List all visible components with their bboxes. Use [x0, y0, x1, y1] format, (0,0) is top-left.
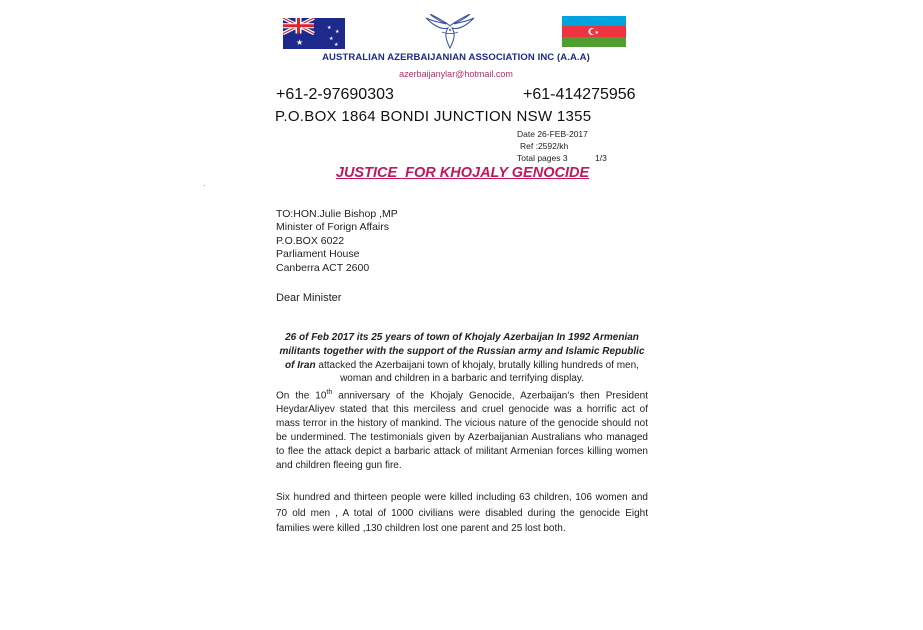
paragraph-one-body	[276, 386, 648, 472]
recipient-title: Minister of Forign Affairs	[276, 221, 390, 233]
recipient-name: TO:HON.Julie Bishop ,MP	[276, 208, 398, 220]
ordinal-suffix: th	[326, 389, 333, 397]
svg-text:★: ★	[329, 36, 334, 42]
paragraph-one	[276, 331, 648, 472]
svg-text:★: ★	[334, 42, 339, 48]
dove-icon	[420, 14, 480, 50]
letter-date: Date 26-FEB-2017	[517, 129, 588, 139]
svg-text:★: ★	[594, 30, 599, 37]
salutation: Dear Minister	[276, 292, 342, 304]
australia-flag	[283, 18, 345, 49]
recipient-city: Canberra ACT 2600	[276, 262, 370, 274]
svg-text:★: ★	[296, 38, 304, 47]
phone-number-primary: +61-2-97690303	[276, 86, 394, 103]
svg-text:★: ★	[327, 25, 332, 31]
svg-text:★: ★	[335, 29, 340, 35]
association-email: azerbaijanylar@hotmail.com	[399, 69, 513, 79]
paragraph-one-lead	[276, 331, 648, 386]
letter-headline: JUSTICE FOR KHOJALY GENOCIDE	[335, 165, 590, 181]
paragraph-two	[276, 490, 648, 537]
phone-number-mobile: +61-414275956	[523, 86, 636, 103]
scan-mark: ·	[203, 181, 206, 190]
association-name: AUSTRALIAN AZERBAIJANIAN ASSOCIATION INC (A.A.A)	[322, 52, 590, 63]
recipient-po-box: P.O.BOX 6022	[276, 235, 345, 247]
page-indicator: 1/3	[595, 153, 607, 163]
recipient-building: Parliament House	[276, 248, 360, 260]
azerbaijan-flag	[562, 16, 626, 47]
po-box-address: P.O.BOX 1864 BONDI JUNCTION NSW 1355	[275, 108, 592, 125]
paragraph-one-lead-bold: 26 of Feb 2017 its 25 years of town of Khojaly Azerbaijan In 1992 Armenian militants together with the support of the Russian army and Islamic Republic of Iran	[279, 332, 645, 371]
paragraph-one-body-rest: anniversary of the Khojaly Genocide, Azerbaijan's then President HeydarAliyev stated that this merciless and cruel genocide was a horrific act of mass terror in the history of mankind. The vicious nature of the genocide should not be undermined. The testimonials given by Azerbaijanian Australians who managed to flee the attack depict a barbaric attack of militant Armenian forces killing women and children fleeing gun fire.	[276, 390, 649, 471]
paragraph-one-lead-rest: attacked the Azerbaijani town of khojaly, brutally killing hundreds of men, woman and children in a barbaric and terrifying display.	[318, 359, 639, 385]
total-pages: Total pages 3	[517, 153, 568, 163]
paragraph-two-text: Six hundred and thirteen people were killed including 63 children, 106 women and 70 old men , A total of 1000 civilians were disabled during the genocide Eight families were killed ,130 children lost one parent and 25 lost both.	[276, 492, 648, 534]
paragraph-one-body-start: On the 10	[276, 390, 327, 402]
letter-reference: Ref :2592/kh	[520, 141, 569, 151]
